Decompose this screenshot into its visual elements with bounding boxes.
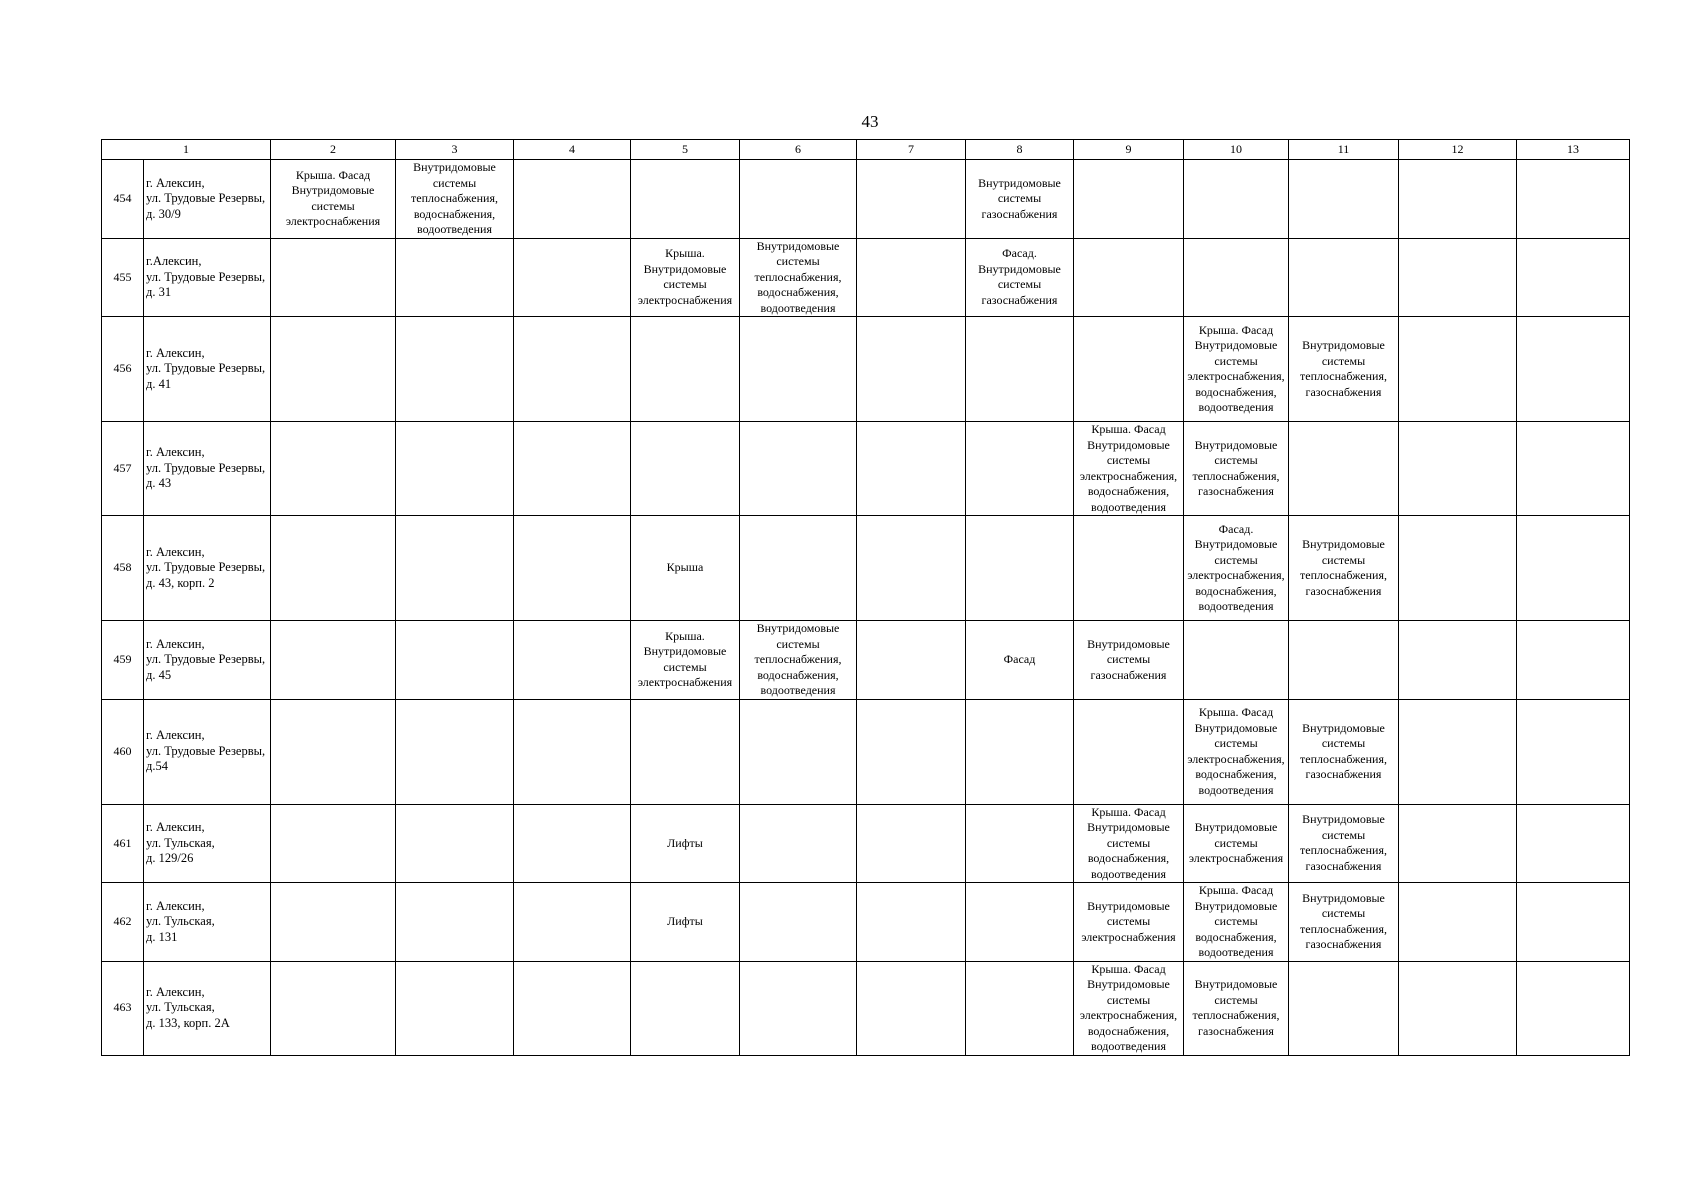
address-text: г. Алексин, ул. Трудовые Резервы, д. 43, корп. 2 (146, 544, 266, 590)
work-cell (1184, 883, 1289, 962)
work-text: Внутридомовые системы электроснабжения (1081, 898, 1176, 944)
work-text: Внутридомовые системы электроснабжения (1188, 820, 1284, 865)
work-text: Лифты (667, 835, 703, 850)
work-text: Крыша. Фасад Внутридомовые системы водоснабжения, водоотведения (1194, 883, 1278, 959)
work-text: Лифты (667, 914, 703, 928)
work-cell (1289, 422, 1399, 516)
work-text: Внутридомовые системы теплоснабжения, водоснабжения, водоотведения (411, 160, 498, 236)
work-text: Внутридомовые системы теплоснабжения, газоснабжения (1300, 537, 1387, 598)
work-cell (514, 422, 631, 516)
work-text: Фасад. Внутридомовые системы газоснабжения (978, 246, 1061, 307)
table-row (102, 804, 1630, 883)
address-cell (144, 883, 271, 962)
work-cell (1184, 160, 1289, 239)
work-cell (1399, 422, 1517, 516)
work-cell (271, 883, 396, 962)
work-cell (631, 238, 740, 317)
column-header: 9 (1074, 140, 1184, 160)
work-cell (1074, 804, 1184, 883)
work-text: Внутридомовые системы газоснабжения (1087, 636, 1170, 682)
work-cell (1184, 621, 1289, 700)
work-text: Внутридомовые системы теплоснабжения, газоснабжения (1192, 437, 1280, 498)
work-cell (1184, 699, 1289, 804)
work-cell (966, 317, 1074, 422)
work-cell (271, 804, 396, 883)
column-header: 4 (514, 140, 631, 160)
row-number: 456 (102, 317, 144, 422)
table-row (102, 516, 1630, 621)
address-cell (144, 961, 271, 1055)
row-number: 463 (102, 961, 144, 1055)
work-cell (1289, 516, 1399, 621)
work-cell (1517, 160, 1630, 239)
work-cell (857, 621, 966, 700)
work-text: Внутридомовые системы теплоснабжения, газоснабжения (1300, 338, 1387, 399)
work-text: Крыша. Фасад Внутридомовые системы электроснабжения, водоснабжения, водоотведения (1187, 322, 1285, 414)
work-cell (396, 422, 514, 516)
address-cell (144, 160, 271, 239)
row-number: 454 (102, 160, 144, 239)
table-body (102, 160, 1630, 1056)
work-cell (396, 160, 514, 239)
work-cell (396, 238, 514, 317)
column-header: 2 (271, 140, 396, 160)
address-cell (144, 317, 271, 422)
work-cell (1184, 317, 1289, 422)
work-cell (966, 961, 1074, 1055)
row-number: 455 (102, 238, 144, 317)
work-text: Крыша. Фасад Внутридомовые системы водоснабжения, водоотведения (1087, 804, 1170, 881)
address-cell (144, 238, 271, 317)
work-cell (1289, 804, 1399, 883)
work-cell (1399, 160, 1517, 239)
work-cell (1399, 621, 1517, 700)
work-text: Внутридомовые системы газоснабжения (978, 175, 1061, 221)
row-number: 461 (102, 804, 144, 883)
work-cell (966, 621, 1074, 700)
column-header: 1 (102, 140, 271, 160)
work-text: Крыша. Фасад Внутридомовые системы электроснабжения (285, 167, 381, 229)
work-cell (514, 160, 631, 239)
work-cell (740, 883, 857, 962)
work-cell (396, 699, 514, 804)
work-cell (514, 883, 631, 962)
work-cell (1074, 160, 1184, 239)
row-number: 460 (102, 699, 144, 804)
work-cell (857, 699, 966, 804)
address-text: г. Алексин, ул. Трудовые Резервы, д. 45 (146, 636, 266, 682)
work-cell (1517, 961, 1630, 1055)
work-cell (631, 516, 740, 621)
address-cell (144, 699, 271, 804)
work-cell (740, 317, 857, 422)
work-cell (740, 238, 857, 317)
column-header: 10 (1184, 140, 1289, 160)
work-cell (740, 422, 857, 516)
work-cell (514, 699, 631, 804)
work-cell (514, 621, 631, 700)
work-cell (966, 804, 1074, 883)
address-text: г.Алексин, ул. Трудовые Резервы, д. 31 (146, 254, 266, 299)
work-cell (1289, 961, 1399, 1055)
work-cell (1517, 621, 1630, 700)
work-cell (1517, 238, 1630, 317)
column-header: 13 (1517, 140, 1630, 160)
address-cell (144, 804, 271, 883)
work-cell (740, 804, 857, 883)
work-cell (1289, 883, 1399, 962)
work-text: Крыша. Внутридомовые системы электроснабжения (637, 246, 733, 307)
address-text: г. Алексин, ул. Тульская, д. 131 (146, 898, 215, 944)
work-text: Внутридомовые системы теплоснабжения, водоснабжения, водоотведения (754, 238, 842, 315)
work-cell (740, 160, 857, 239)
work-cell (396, 961, 514, 1055)
work-cell (631, 422, 740, 516)
work-text: Внутридомовые системы теплоснабжения, газоснабжения (1300, 720, 1387, 781)
work-cell (396, 883, 514, 962)
work-cell (271, 699, 396, 804)
work-cell (1517, 804, 1630, 883)
work-cell (966, 238, 1074, 317)
work-cell (966, 883, 1074, 962)
work-cell (1074, 422, 1184, 516)
work-cell (1289, 317, 1399, 422)
work-cell (857, 516, 966, 621)
column-header: 12 (1399, 140, 1517, 160)
address-text: г. Алексин, ул. Трудовые Резервы, д. 43 (146, 445, 266, 491)
header-row (102, 140, 1630, 160)
work-cell (1184, 238, 1289, 317)
row-number: 458 (102, 516, 144, 621)
work-cell (857, 238, 966, 317)
column-header: 11 (1289, 140, 1399, 160)
table-row (102, 160, 1630, 239)
work-cell (1184, 516, 1289, 621)
table-row (102, 317, 1630, 422)
work-cell (1517, 516, 1630, 621)
address-text: г. Алексин, ул. Тульская, д. 133, корп. 2А (146, 984, 230, 1030)
work-cell (271, 516, 396, 621)
work-cell (1517, 699, 1630, 804)
address-cell (144, 422, 271, 516)
work-cell (740, 961, 857, 1055)
repair-schedule-table (101, 139, 1630, 1056)
work-cell (857, 422, 966, 516)
row-number: 462 (102, 883, 144, 962)
work-cell (1399, 883, 1517, 962)
work-cell (966, 516, 1074, 621)
work-cell (1074, 883, 1184, 962)
address-text: г. Алексин, ул. Тульская, д. 129/26 (146, 820, 215, 865)
work-cell (1074, 238, 1184, 317)
work-cell (271, 238, 396, 317)
work-text: Внутридомовые системы теплоснабжения, газоснабжения (1300, 812, 1387, 873)
work-cell (1184, 961, 1289, 1055)
work-cell (514, 804, 631, 883)
table-row (102, 961, 1630, 1055)
work-cell (1184, 804, 1289, 883)
work-text: Внутридомовые системы теплоснабжения, газоснабжения (1300, 890, 1387, 952)
work-cell (857, 317, 966, 422)
work-text: Внутридомовые системы теплоснабжения, газоснабжения (1192, 977, 1280, 1038)
address-text: г. Алексин, ул. Трудовые Резервы, д. 30/9 (146, 175, 266, 221)
work-cell (1289, 621, 1399, 700)
work-text: Крыша. Внутридомовые системы электроснабжения (637, 628, 733, 690)
work-cell (1399, 961, 1517, 1055)
work-cell (271, 621, 396, 700)
work-cell (396, 621, 514, 700)
table-row (102, 238, 1630, 317)
work-text: Крыша. Фасад Внутридомовые системы электроснабжения, водоснабжения, водоотведения (1079, 961, 1178, 1053)
work-cell (966, 699, 1074, 804)
column-header: 3 (396, 140, 514, 160)
work-cell (271, 160, 396, 239)
work-cell (1289, 160, 1399, 239)
work-cell (1074, 961, 1184, 1055)
work-cell (514, 238, 631, 317)
work-cell (857, 160, 966, 239)
work-cell (1517, 883, 1630, 962)
work-cell (740, 516, 857, 621)
address-cell (144, 621, 271, 700)
work-cell (1399, 804, 1517, 883)
work-cell (1399, 699, 1517, 804)
work-cell (966, 160, 1074, 239)
page-number: 43 (861, 112, 879, 131)
work-text: Крыша. Фасад Внутридомовые системы электроснабжения, водоснабжения, водоотведения (1079, 422, 1178, 514)
work-cell (631, 961, 740, 1055)
work-cell (396, 804, 514, 883)
work-cell (740, 621, 857, 700)
work-text: Крыша. Фасад Внутридомовые системы электроснабжения, водоснабжения, водоотведения (1187, 705, 1285, 797)
work-cell (1074, 317, 1184, 422)
work-cell (1074, 516, 1184, 621)
work-cell (271, 961, 396, 1055)
work-cell (966, 422, 1074, 516)
work-cell (1399, 317, 1517, 422)
address-cell (144, 516, 271, 621)
work-cell (631, 160, 740, 239)
work-text: Внутридомовые системы теплоснабжения, водоснабжения, водоотведения (754, 621, 842, 697)
work-cell (396, 516, 514, 621)
row-number: 459 (102, 621, 144, 700)
work-cell (271, 317, 396, 422)
work-cell (1289, 699, 1399, 804)
work-text: Фасад (1003, 652, 1036, 666)
table-row (102, 699, 1630, 804)
work-cell (514, 516, 631, 621)
work-cell (1184, 422, 1289, 516)
table-row (102, 621, 1630, 700)
work-cell (631, 699, 740, 804)
work-cell (631, 804, 740, 883)
column-header: 8 (966, 140, 1074, 160)
work-cell (857, 883, 966, 962)
column-header: 6 (740, 140, 857, 160)
work-cell (1399, 238, 1517, 317)
work-cell (1074, 699, 1184, 804)
address-text: г. Алексин, ул. Трудовые Резервы, д.54 (146, 728, 266, 774)
work-text: Фасад. Внутридомовые системы электроснабжения, водоснабжения, водоотведения (1187, 521, 1285, 613)
column-header: 5 (631, 140, 740, 160)
work-cell (514, 317, 631, 422)
work-cell (631, 883, 740, 962)
column-header: 7 (857, 140, 966, 160)
work-cell (740, 699, 857, 804)
work-cell (396, 317, 514, 422)
work-cell (1517, 422, 1630, 516)
table-row (102, 883, 1630, 962)
work-cell (857, 961, 966, 1055)
work-cell (631, 317, 740, 422)
row-number: 457 (102, 422, 144, 516)
work-text: Крыша (666, 560, 704, 575)
work-cell (271, 422, 396, 516)
work-cell (857, 804, 966, 883)
work-cell (1074, 621, 1184, 700)
work-cell (1289, 238, 1399, 317)
work-cell (514, 961, 631, 1055)
work-cell (1399, 516, 1517, 621)
table-row (102, 422, 1630, 516)
work-cell (1517, 317, 1630, 422)
work-cell (631, 621, 740, 700)
address-text: г. Алексин, ул. Трудовые Резервы, д. 41 (146, 345, 266, 391)
